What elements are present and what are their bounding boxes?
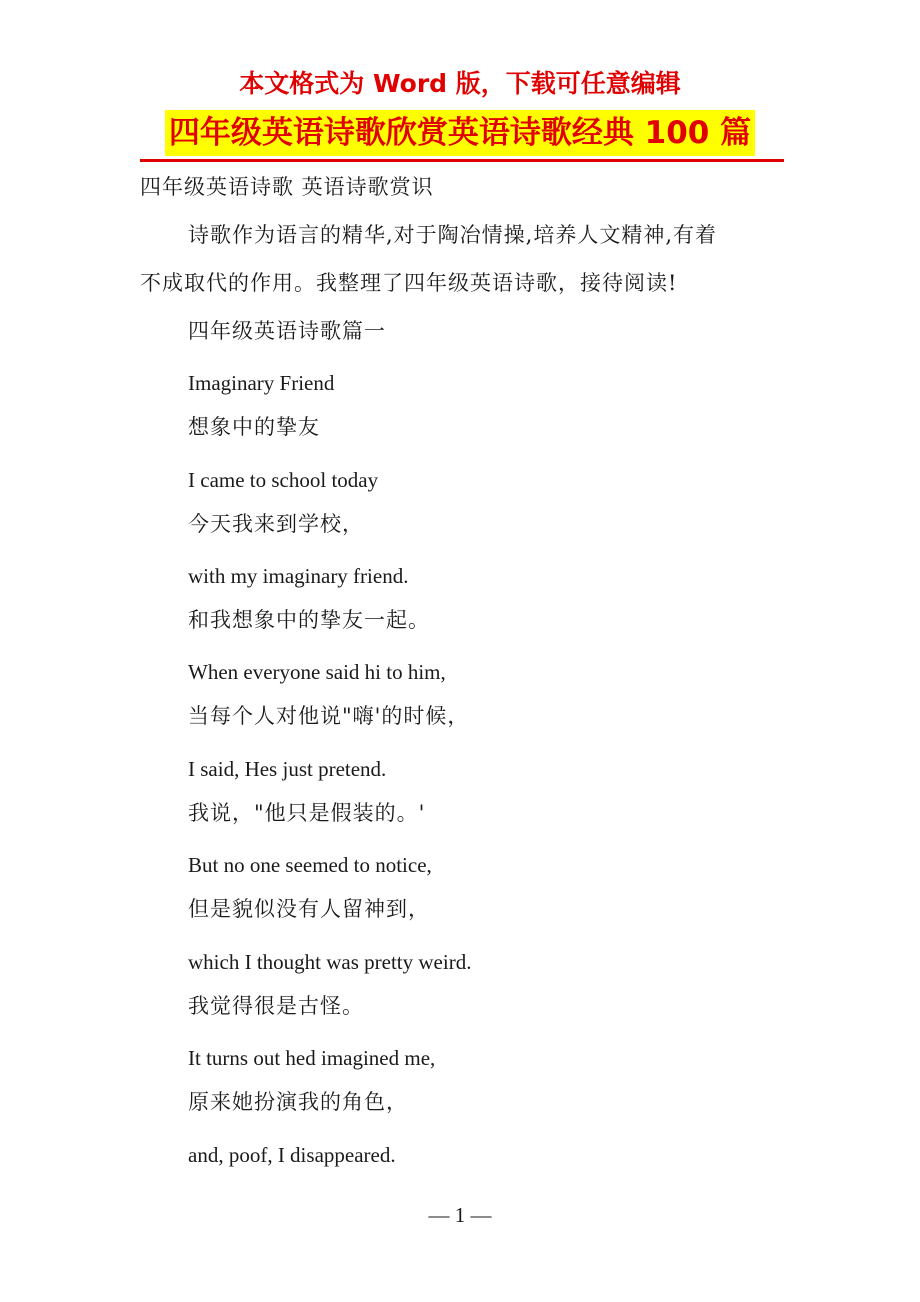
poem-line-en: When everyone said hi to him,: [188, 660, 446, 684]
poem-line-en: I came to school today: [188, 468, 379, 492]
title-divider: [140, 159, 784, 162]
poem-line-zh: 今天我来到学校，: [188, 512, 364, 536]
poem-line-zh: 原来她扮演我的角色，: [188, 1090, 408, 1114]
poem-line-en: which I thought was pretty weird.: [188, 950, 472, 974]
section-heading: 四年级英语诗歌篇一: [188, 319, 386, 343]
poem-line-zh: 但是貌似没有人留神到，: [188, 897, 430, 921]
poem-title-en: Imaginary Friend: [188, 371, 335, 395]
poem-line-en: with my imaginary friend.: [188, 564, 409, 588]
poem-line-zh: 当每个人对他说"嗨'的时候，: [188, 704, 470, 728]
poem-line-en: But no one seemed to notice,: [188, 853, 432, 877]
document-title: 四年级英语诗歌欣赏英语诗歌经典 100 篇: [165, 110, 755, 156]
title-container: [0, 110, 920, 156]
format-banner: 本文格式为 Word 版，下载可任意编辑: [239, 69, 681, 98]
poem-line-zh: 和我想象中的挚友一起。: [188, 608, 430, 632]
poem-line-en: It turns out hed imagined me,: [188, 1046, 436, 1070]
poem-line-en: I said, Hes just pretend.: [188, 757, 387, 781]
poem-line-en: and, poof, I disappeared.: [188, 1143, 396, 1167]
intro-paragraph-line-2: 不成取代的作用。我整理了四年级英语诗歌，接待阅读!: [140, 271, 678, 295]
subheading: 四年级英语诗歌 英语诗歌赏识: [140, 175, 434, 199]
intro-paragraph-line-1: 诗歌作为语言的精华,对于陶冶情操,培养人文精神,有着: [188, 223, 718, 247]
poem-line-zh: 我觉得很是古怪。: [188, 994, 364, 1018]
poem-title-zh: 想象中的挚友: [188, 415, 320, 439]
page-number: — 1 —: [428, 1203, 492, 1227]
poem-line-zh: 我说，"他只是假装的。': [188, 801, 426, 825]
